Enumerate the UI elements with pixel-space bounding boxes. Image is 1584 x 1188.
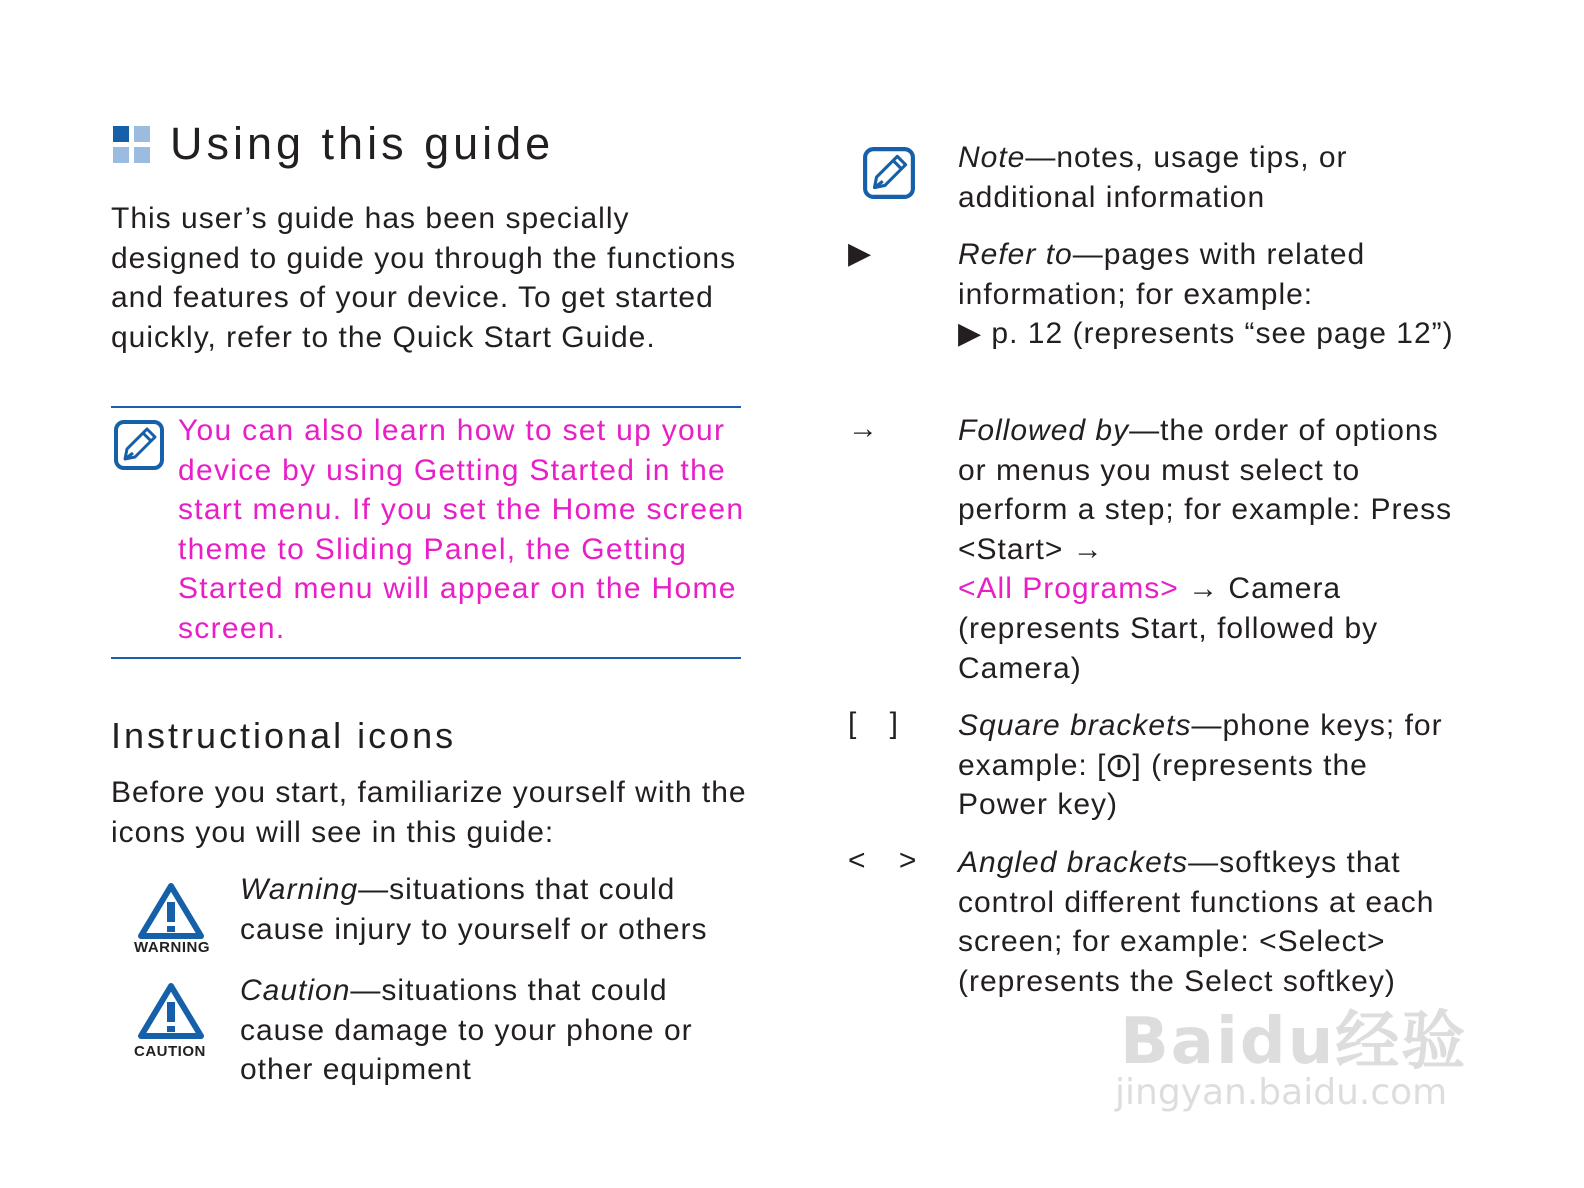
square-desc2: ] (represents the Power key) <box>958 748 1368 822</box>
note-legend-icon <box>862 146 916 200</box>
followed-desc2: → Camera (represents Start, followed by Camera) <box>958 572 1379 685</box>
angled-term: Angled brackets <box>958 846 1189 879</box>
power-icon <box>1106 753 1132 779</box>
note-legend-desc: —notes, usage tips, or additional information <box>958 141 1348 214</box>
followed-description <box>958 411 1458 688</box>
page-title: Using this guide <box>170 118 555 169</box>
caution-desc: —situations that could cause damage to your phone or other equipment <box>240 974 693 1087</box>
angled-desc: —softkeys that control different functions at each screen; for example: <Select> (represents the Select softkey) <box>958 846 1435 998</box>
refer-desc: —pages with related information; for example: <box>958 238 1366 311</box>
refer-example: ▶ p. 12 (represents “see page 12”) <box>958 317 1454 351</box>
square-term: Square brackets <box>958 709 1192 742</box>
warning-caption: WARNING <box>134 939 210 956</box>
angled-description <box>958 843 1458 1001</box>
followed-arrow-icon: → <box>848 412 878 445</box>
watermark-url: jingyan.baidu.com <box>1115 1072 1448 1113</box>
intro-paragraph: This user’s guide has been specially designed to guide you through the functions and features of your device. To get started quickly, refer to the Quick Start Guide. <box>111 202 737 354</box>
refer-description <box>958 235 1458 354</box>
note-legend-term: Note <box>958 141 1026 174</box>
caution-caption: CAUTION <box>134 1043 206 1060</box>
square-description <box>958 706 1458 825</box>
refer-term: Refer to <box>958 238 1073 271</box>
angled-brackets-symbol: < > <box>848 844 917 877</box>
square-desc: —phone keys; for example: [ <box>958 709 1443 782</box>
section-intro: Before you start, familiarize yourself with the icons you will see in this guide: <box>111 776 747 849</box>
note-legend-description <box>958 138 1458 217</box>
note-icon <box>113 419 165 471</box>
followed-term: Followed by <box>958 414 1130 447</box>
heading-squares-icon <box>113 126 151 164</box>
note-text: You can also learn how to set up your device by using Getting Started in the start menu. If you set the Home screen theme to Sliding Panel, the Getting Started menu will appear on the Home screen. <box>178 414 745 645</box>
baidu-watermark <box>1110 990 1490 1120</box>
square-brackets-symbol: [ ] <box>848 707 899 740</box>
watermark-logo: Baidu经验 <box>1120 1005 1468 1079</box>
warning-description <box>240 870 760 949</box>
caution-description <box>240 971 760 1090</box>
note-bottom-rule <box>111 657 741 659</box>
caution-term: Caution <box>240 974 351 1007</box>
section-title: Instructional icons <box>111 715 457 756</box>
refer-arrow-icon: ▶ <box>848 237 872 270</box>
warning-desc: —situations that could cause injury to yourself or others <box>240 873 708 946</box>
warning-term: Warning <box>240 873 359 906</box>
all-programs-highlight: <All Programs> <box>958 572 1179 606</box>
followed-desc: —the order of options or menus you must select to perform a step; for example: Press <Start> → <box>958 414 1453 566</box>
note-top-rule <box>111 406 741 408</box>
